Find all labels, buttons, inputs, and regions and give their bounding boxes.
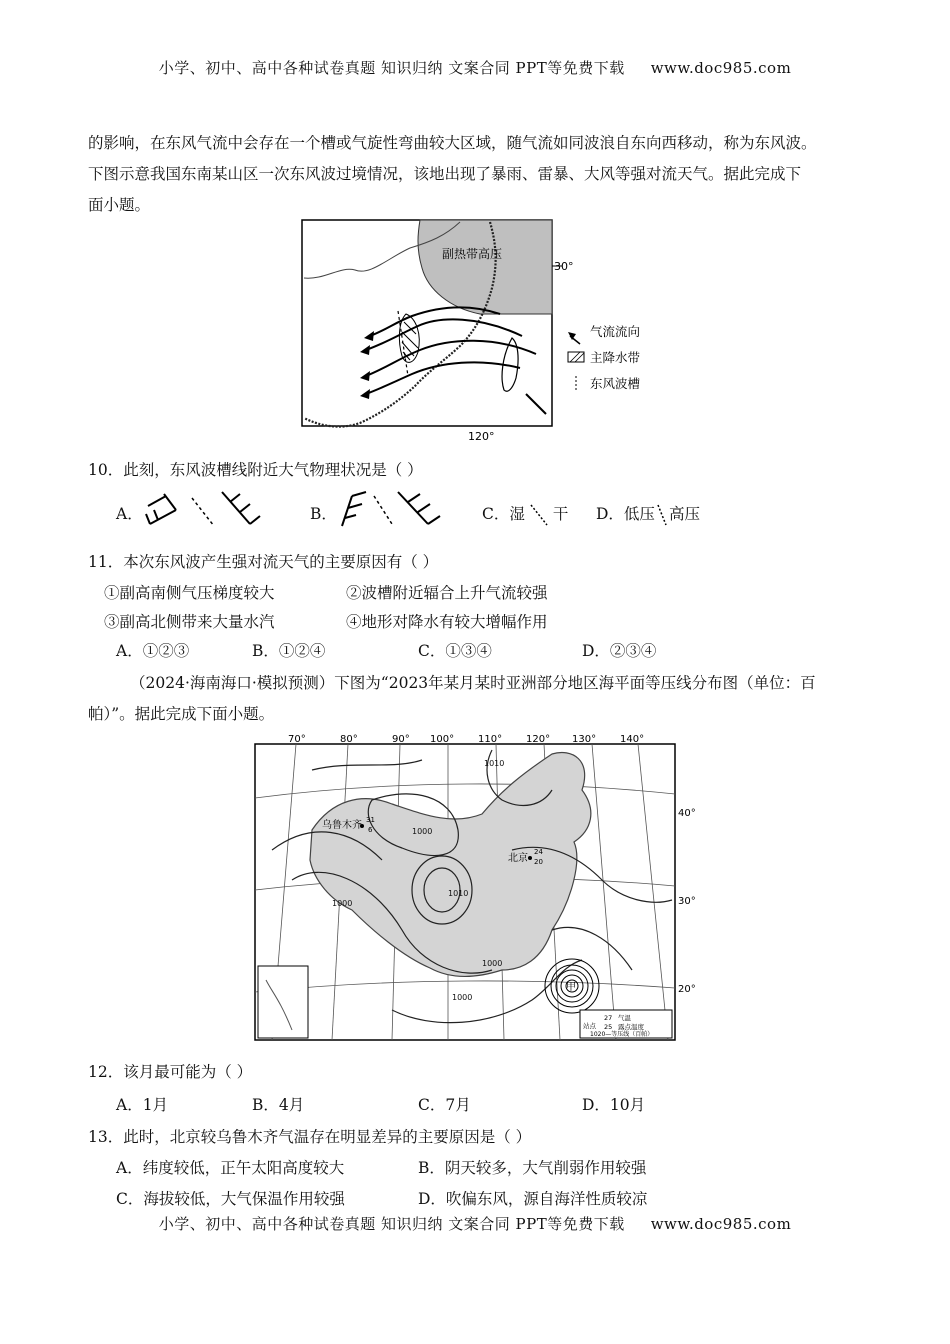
svg-text:1020—等压线（百帕）: 1020—等压线（百帕） [590, 1031, 654, 1038]
subtropical-high-label: 副热带高压 [442, 247, 503, 261]
q12-option-b[interactable]: B．4月 [252, 1096, 305, 1114]
urumqi-label: 乌鲁木齐 [322, 820, 362, 831]
q11-statement-2: ②波槽附近辐合上升气流较强 [346, 584, 548, 602]
q13-option-d[interactable]: D．吹偏东风，源自海洋性质较凉 [418, 1190, 648, 1208]
svg-text:31: 31 [366, 816, 375, 824]
lat-30-label: 30° [554, 260, 574, 273]
q10-option-a[interactable] [116, 502, 143, 524]
q10-b-symbol [336, 488, 456, 532]
q11-option-b[interactable]: B．①②④ [252, 642, 326, 660]
beijing-dot [528, 856, 532, 860]
q10-a-symbol [142, 488, 272, 532]
svg-text:气温: 气温 [618, 1014, 631, 1022]
q13-option-c[interactable]: C．海拔较低，大气保温作用较强 [116, 1190, 345, 1208]
svg-text:25: 25 [604, 1023, 613, 1031]
intro-line-3: 面小题。 [88, 196, 151, 214]
footer-site[interactable]: www.doc985.com [650, 1215, 792, 1233]
svg-text:100°: 100° [430, 734, 455, 745]
q10-option-b[interactable] [310, 502, 337, 524]
svg-text:1010: 1010 [484, 759, 505, 768]
q10-c-label2: 干 [552, 505, 569, 523]
header-text: 小学、初中、高中各种试卷真题 知识归纳 文案合同 PPT等免费下载 [158, 59, 625, 77]
q10-d-label: D．低压 [596, 505, 655, 523]
svg-text:24: 24 [534, 848, 543, 856]
q10-c-label: C．湿 [482, 505, 525, 523]
typhoon-label: 甲 [566, 982, 576, 993]
svg-text:20°: 20° [678, 984, 696, 995]
q10-a-label: A． [116, 505, 143, 523]
q11-option-d[interactable]: D．②③④ [582, 642, 657, 660]
legend-airflow: 气流流向 [590, 324, 641, 339]
svg-text:90°: 90° [392, 734, 410, 745]
svg-text:120°: 120° [526, 734, 551, 745]
q10-option-c[interactable] [482, 502, 568, 524]
svg-text:6: 6 [368, 826, 373, 834]
svg-text:站点: 站点 [583, 1022, 596, 1030]
q12-option-d[interactable]: D．10月 [582, 1096, 646, 1114]
svg-text:1000: 1000 [482, 959, 503, 968]
svg-text:30°: 30° [678, 896, 696, 907]
intro-line-2: 下图示意我国东南某山区一次东风波过境情况，该地出现了暴雨、雷暴、大风等强对流天气。据此完成下 [88, 165, 802, 183]
q10-b-label: B． [310, 505, 337, 523]
intro-line-1: 的影响，在东风气流中会存在一个槽或气旋性弯曲较大区域，随气流如同波浪自东向西移动，称为东风波。 [88, 134, 817, 152]
footer-text: 小学、初中、高中各种试卷真题 知识归纳 文案合同 PPT等免费下载 [158, 1215, 625, 1233]
svg-text:1000: 1000 [412, 827, 433, 836]
page-header [0, 57, 950, 78]
svg-text:1000: 1000 [332, 899, 353, 908]
svg-text:140°: 140° [620, 734, 645, 745]
header-site[interactable]: www.doc985.com [650, 59, 792, 77]
q11-statement-3: ③副高北侧带来大量水汽 [104, 613, 275, 631]
intro-paragraph [88, 128, 863, 221]
beijing-label: 北京 [508, 853, 528, 864]
south-china-sea-inset [258, 966, 308, 1038]
svg-text:40°: 40° [678, 808, 696, 819]
q13-stem: 13．此时，北京较乌鲁木齐气温存在明显差异的主要原因是（ ） [88, 1128, 532, 1146]
page-footer [0, 1213, 950, 1234]
legend-rainband: 主降水带 [590, 350, 641, 365]
svg-text:1000: 1000 [452, 993, 473, 1002]
svg-text:露点温度: 露点温度 [618, 1023, 644, 1031]
intro2-paragraph [88, 668, 868, 730]
lat-labels [678, 808, 696, 995]
q10-stem: 10．此刻，东风波槽线附近大气物理状况是（ ） [88, 461, 423, 479]
svg-text:110°: 110° [478, 734, 503, 745]
svg-text:80°: 80° [340, 734, 358, 745]
q12-option-c[interactable]: C．7月 [418, 1096, 471, 1114]
lon-120-label: 120° [468, 430, 495, 443]
easterly-wave-map [300, 218, 680, 444]
q12-stem: 12．该月最可能为（ ） [88, 1063, 253, 1081]
legend-trough: 东风波槽 [590, 376, 641, 391]
q12-option-a[interactable]: A．1月 [116, 1096, 169, 1114]
q11-option-a[interactable]: A．①②③ [116, 642, 190, 660]
svg-text:1010: 1010 [448, 889, 469, 898]
q11-stem: 11．本次东风波产生强对流天气的主要原因有（ ） [88, 553, 439, 571]
intro2-line-2: 帕）”。据此完成下面小题。 [88, 705, 275, 723]
q13-option-a[interactable]: A．纬度较低，正午太阳高度较大 [116, 1159, 345, 1177]
legend-arrow-icon [568, 332, 576, 340]
q10-option-d[interactable] [596, 502, 700, 524]
q13-option-b[interactable]: B．阴天较多，大气削弱作用较强 [418, 1159, 647, 1177]
svg-text:70°: 70° [288, 734, 306, 745]
svg-text:27: 27 [604, 1014, 613, 1022]
q10-d-label2: 高压 [668, 505, 700, 523]
q11-statement-1: ①副高南侧气压梯度较大 [104, 584, 275, 602]
svg-text:130°: 130° [572, 734, 597, 745]
q11-statement-4: ④地形对降水有较大增幅作用 [346, 613, 548, 631]
svg-text:20: 20 [534, 858, 543, 866]
intro2-line-1: （2024·海南海口·模拟预测）下图为“2023年某月某时亚洲部分地区海平面等压线分布图（单位：百 [130, 674, 816, 692]
q11-option-c[interactable]: C．①③④ [418, 642, 492, 660]
isobar-map [252, 730, 696, 1044]
